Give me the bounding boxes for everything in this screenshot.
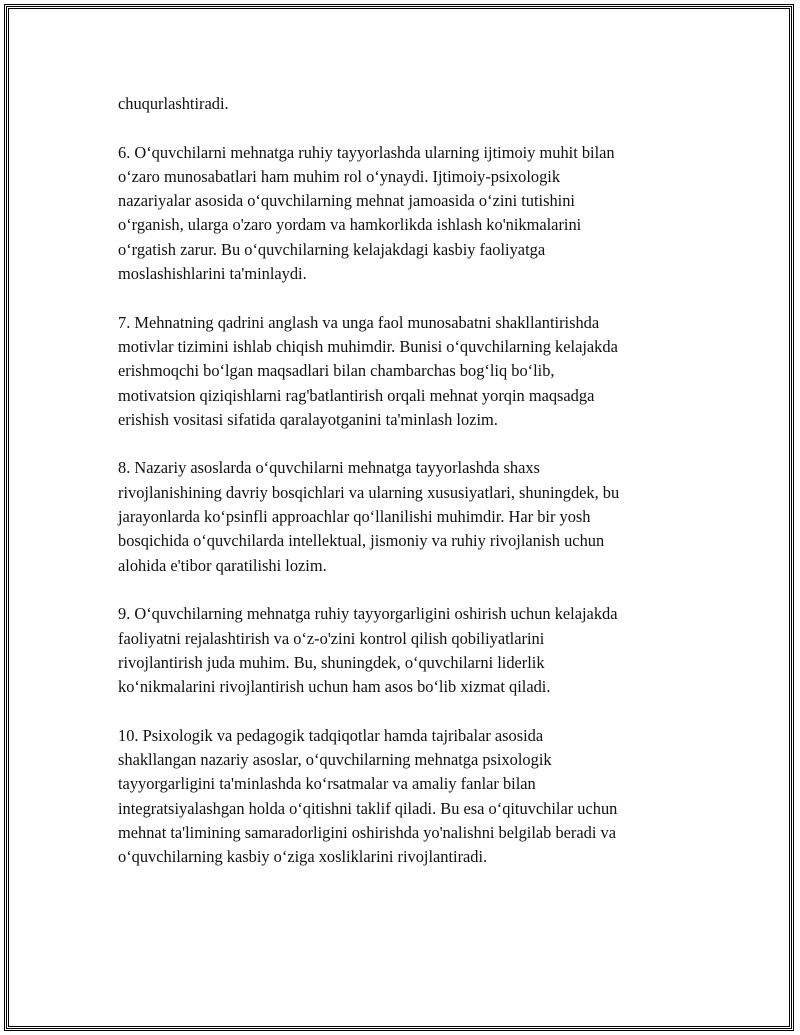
text-line: moslashishlarini ta'minlaydi. — [118, 264, 307, 284]
text-line: 6. O‘quvchilarni mehnatga ruhiy tayyorlashda ularning ijtimoiy muhit bilan — [118, 142, 615, 162]
paragraph-8 — [118, 456, 688, 577]
text-line: 9. O‘quvchilarning mehnatga ruhiy tayyorgarligini oshirish uchun kelajakda — [118, 604, 618, 624]
text-line: bosqichida o‘quvchilarda intellektual, jismoniy va ruhiy rivojlanish uchun — [118, 531, 605, 551]
text-line: o‘quvchilarning kasbiy o‘ziga xosliklarini rivojlantiradi. — [118, 847, 488, 867]
text-line: 10. Psixologik va pedagogik tadqiqotlar hamda tajribalar asosida — [118, 725, 544, 745]
text-line: 7. Mehnatning qadrini anglash va unga faol munosabatni shakllantirishda — [118, 312, 600, 332]
paragraph-6 — [118, 141, 688, 287]
text-line: faoliyatni rejalashtirish va o‘z-o'zini kontrol qilish qobiliyatlarini — [118, 628, 545, 648]
text-line: o‘rganish, ularga o'zaro yordam va hamkorlikda ishlash ko'nikmalarini — [118, 215, 582, 235]
text-line: rivojlanishining davriy bosqichlari va ularning xususiyatlari, shuningdek, bu — [118, 482, 620, 502]
document-body — [118, 92, 688, 894]
text-line: erishmoqchi bo‘lgan maqsadlari bilan chambarchas bog‘liq bo‘lib, — [118, 361, 555, 381]
paragraph-continuation — [118, 92, 688, 116]
text-line: 8. Nazariy asoslarda o‘quvchilarni mehnatga tayyorlashda shaxs — [118, 458, 540, 478]
text-line: rivojlantirish juda muhim. Bu, shuningdek, o‘quvchilarni liderlik — [118, 652, 545, 672]
paragraph-9 — [118, 602, 688, 699]
text-line: tayyorgarligini ta'minlashda ko‘rsatmalar va amaliy fanlar bilan — [118, 774, 536, 794]
text-line: motivatsion qiziqishlarni rag'batlantirish orqali mehnat yorqin maqsadga — [118, 385, 595, 405]
text-line: nazariyalar asosida o‘quvchilarning mehnat jamoasida o‘zini tutishini — [118, 191, 575, 211]
text-line: jarayonlarda ko‘psinfli approachlar qo‘llanilishi muhimdir. Har bir yosh — [118, 507, 591, 527]
text-line: o‘rgatish zarur. Bu o‘quvchilarning kelajakdagi kasbiy faoliyatga — [118, 239, 546, 259]
paragraph-7 — [118, 311, 688, 432]
text-line: o‘zaro munosabatlari ham muhim rol o‘ynaydi. Ijtimoiy-psixologik — [118, 166, 561, 186]
text-line: mehnat ta'limining samaradorligini oshirishda yo'nalishni belgilab beradi va — [118, 822, 616, 842]
text-line: integratsiyalashgan holda o‘qitishni taklif qiladi. Bu esa o‘qituvchilar uchun — [118, 798, 618, 818]
paragraph-10 — [118, 724, 688, 870]
text-line: alohida e'tibor qaratilishi lozim. — [118, 555, 327, 575]
text-line: chuqurlashtiradi. — [118, 94, 229, 113]
text-line: motivlar tizimini ishlab chiqish muhimdir. Bunisi o‘quvchilarning kelajakda — [118, 336, 618, 356]
text-line: ko‘nikmalarini rivojlantirish uchun ham asos bo‘lib xizmat qiladi. — [118, 677, 551, 697]
text-line: erishish vositasi sifatida qaralayotganini ta'minlash lozim. — [118, 409, 498, 429]
text-line: shakllangan nazariy asoslar, o‘quvchilarning mehnatga psixologik — [118, 750, 552, 770]
